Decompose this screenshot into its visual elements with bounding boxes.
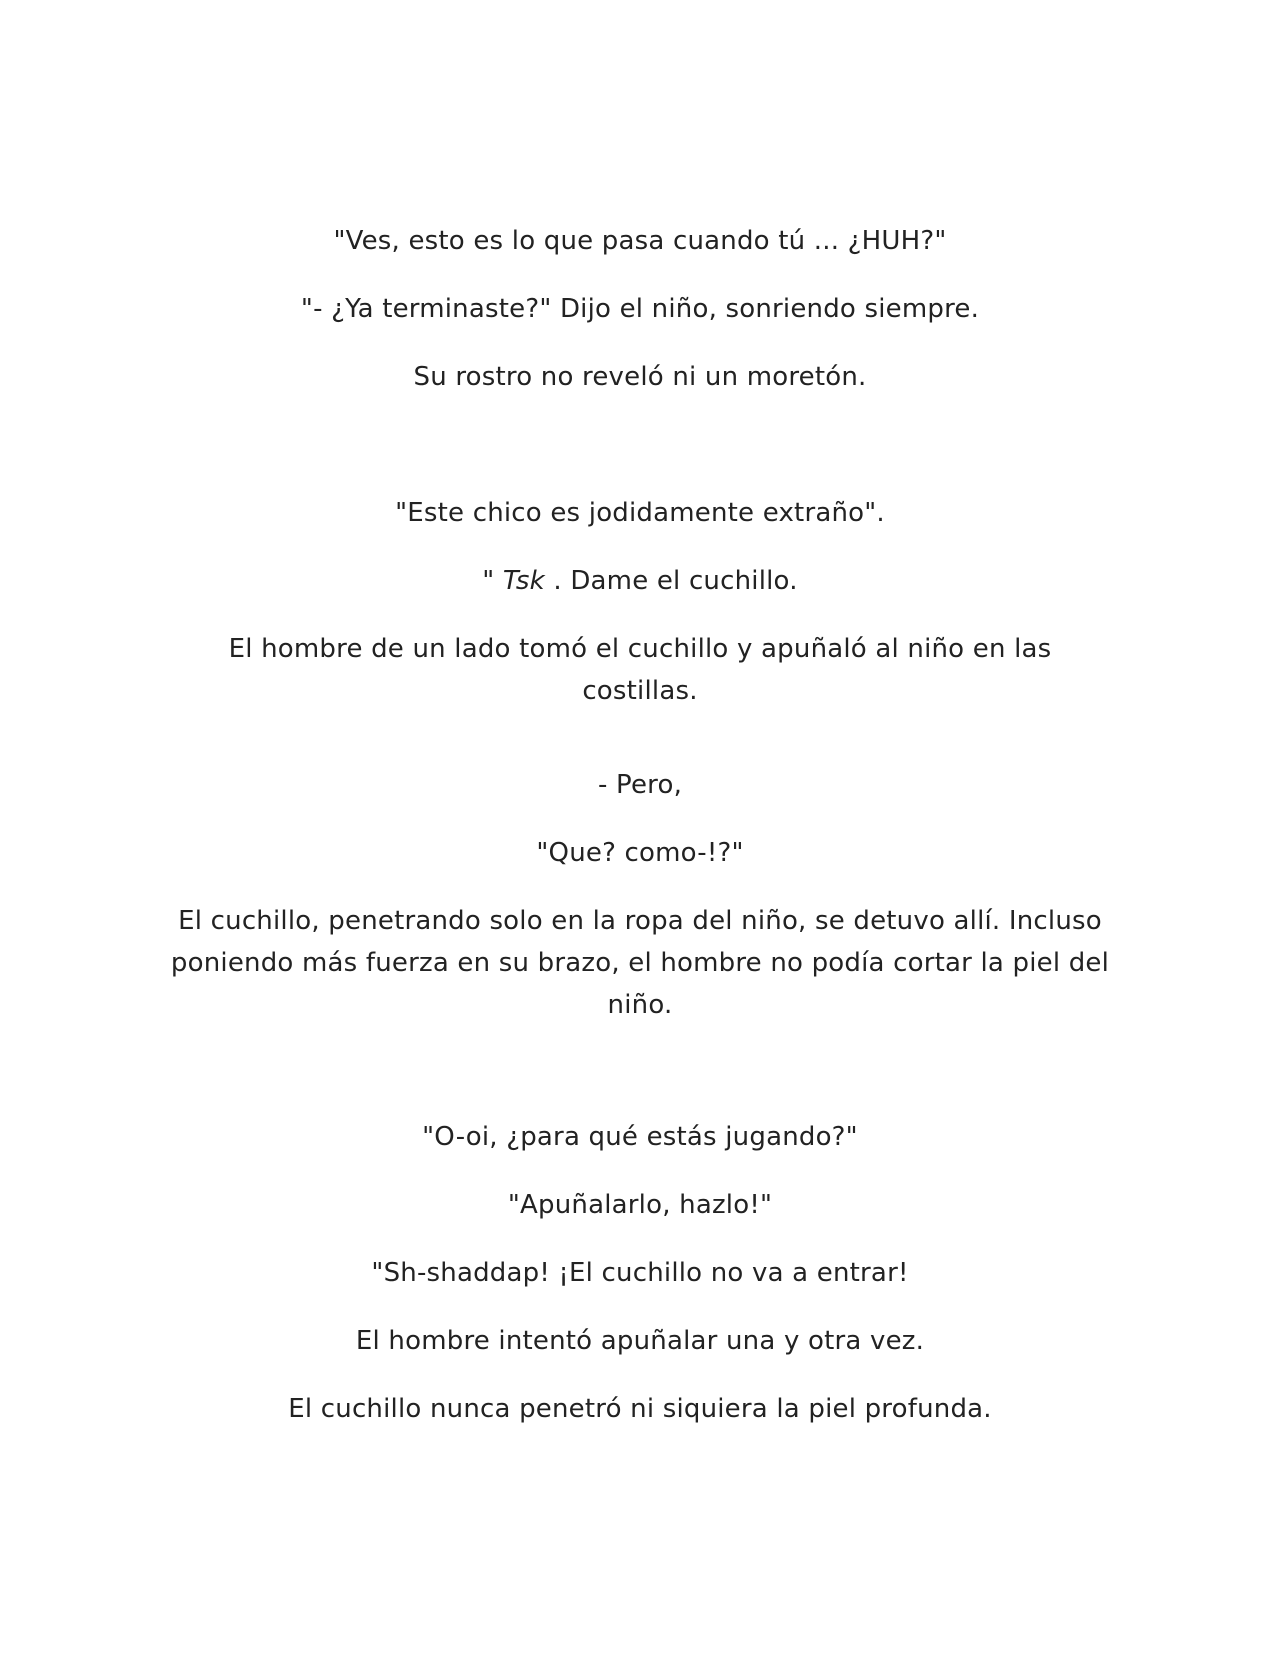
paragraph-3: Su rostro no reveló ni un moretón. [413,362,867,392]
paragraph-8: "Que? como-!?" [536,838,744,868]
paragraph-5 [170,560,1110,602]
paragraph-14: El cuchillo nunca penetró ni siquiera la piel profunda. [288,1394,992,1424]
paragraph-10: "O-oi, ¿para qué estás jugando?" [422,1122,858,1152]
paragraph-2: "- ¿Ya terminaste?" Dijo el niño, sonriendo siempre. [300,294,980,324]
paragraph-5-post: . Dame el cuchillo. [544,566,798,596]
paragraph-6: El hombre de un lado tomó el cuchillo y apuñaló al niño en las costillas. [228,634,1052,706]
paragraph-11: "Apuñalarlo, hazlo!" [507,1190,773,1220]
paragraph-5-pre: " [482,566,503,596]
paragraph-1: "Ves, esto es lo que pasa cuando tú ... ¿HUH?" [333,226,947,256]
paragraph-5-italic: Tsk [502,566,545,596]
paragraph-13: El hombre intentó apuñalar una y otra vez. [355,1326,925,1356]
paragraph-7: - Pero, [597,770,683,800]
paragraph-4: "Este chico es jodidamente extraño". [395,498,885,528]
paragraph-12: "Sh-shaddap! ¡El cuchillo no va a entrar! [371,1258,909,1288]
paragraph-9: El cuchillo, penetrando solo en la ropa del niño, se detuvo allí. Incluso poniendo más fuerza en su brazo, el hombre no podía cortar la piel del niño. [170,906,1110,1020]
